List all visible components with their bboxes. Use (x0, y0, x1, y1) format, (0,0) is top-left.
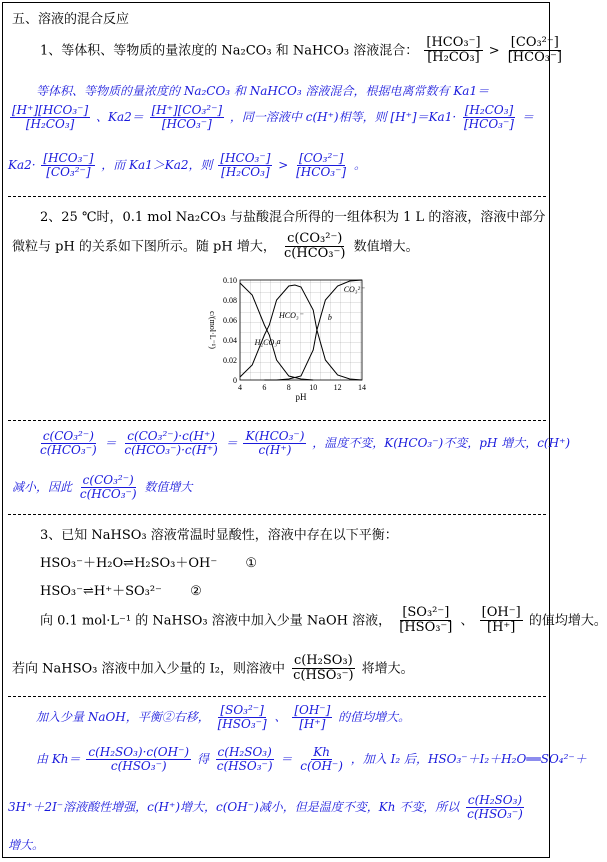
q1-ans3-a: Ka2· (8, 158, 36, 173)
y-axis-label: c/(mol·L⁻¹) (208, 311, 217, 349)
q3-line-5-frac-num: c(H₂SO₃) (293, 653, 353, 668)
q1-ans3-frac-f (294, 152, 348, 179)
q2-ans-frac-b-num: c(CO₃²⁻)·c(H⁺) (127, 429, 215, 443)
x-tick-label: 12 (333, 383, 342, 392)
q3-eq-2-text: HSO₃⁻⇌H⁺＋SO₃²⁻ (40, 584, 162, 599)
q2-ans2-frac-den: c(HCO₃⁻) (79, 487, 137, 502)
q1-answer-line-2 (8, 104, 554, 131)
q1-ans3-frac-d-den: [H₂CO₃] (221, 165, 270, 180)
q3-eq-1-text: HSO₃⁻＋H₂O⇌H₂SO₃＋OH⁻ (40, 556, 218, 571)
q1-ans-frac-e (462, 104, 516, 131)
label-a: a (276, 337, 281, 346)
divider-1 (8, 196, 546, 197)
q3-line-4-frac-1-den: [HSO₃⁻] (399, 620, 453, 636)
q1-ans-text-b: 、Ka2＝ (95, 110, 144, 125)
q1-frac-2 (506, 36, 564, 66)
q3-answer-line-2 (36, 745, 587, 774)
y-tick-label: 0.04 (223, 336, 237, 345)
q3-line-4-frac-2 (480, 606, 523, 636)
chart-plot-area (240, 280, 362, 380)
q3-ans1-frac-1-num: [SO₃²⁻] (220, 703, 264, 717)
q2-ans-eq-2: ＝ (225, 436, 238, 451)
q3-answer-line-3 (8, 794, 554, 821)
q3-line-4-b: 的值均增大。 (528, 613, 607, 629)
x-axis-label: pH (295, 392, 307, 402)
q2-ans-frac-a (38, 430, 99, 457)
q3-ans3-frac-num: c(H₂SO₃) (467, 793, 523, 807)
q2-line-1-text: 2、25 ℃时，0.1 mol Na₂CO₃ 与盐酸混合所得的一组体积为 1 L 的溶液，溶液中部分 (40, 210, 546, 225)
q2-line-2-frac-num: c(CO₃²⁻) (287, 231, 343, 246)
q1-ans-frac-c-den: [HCO₃⁻] (161, 117, 212, 132)
q2-ans-frac-c (243, 430, 306, 457)
species-distribution-chart (200, 272, 372, 412)
q1-ans3-frac-d (218, 152, 272, 179)
q2-ans-tail: ，温度不变，K(HCO₃⁻)不变，pH 增大，c(H⁺) (312, 436, 571, 451)
q3-ans1-frac-2-num: [OH⁻] (294, 703, 331, 717)
q3-ans2-frac-2-num: c(H₂SO₃) (217, 745, 272, 759)
section-title (12, 8, 554, 27)
q3-ans3-frac (465, 794, 525, 821)
q3-line-5-frac-den: c(HSO₃⁻) (293, 668, 354, 684)
q3-ans1-a: 加入少量 NaOH，平衡②右移， (36, 710, 210, 725)
q2-answer-line-2 (12, 474, 554, 501)
q1-frac-1-den: [H₂CO₃] (427, 50, 480, 66)
q2-ans-frac-b (122, 430, 219, 457)
q1-ans3-g: 。 (353, 158, 366, 173)
q2-ans-frac-b-den: c(HCO₃⁻)·c(H⁺) (124, 443, 218, 458)
q1-text: 1、等体积、等物质的量浓度的 Na₂CO₃ 和 NaHCO₃ 溶液混合： (40, 43, 419, 59)
divider-2 (8, 420, 546, 421)
q3-ans2-frac-2 (215, 746, 275, 773)
q3-ans2-frac-3 (298, 746, 345, 773)
q3-ans2-b: 得 (196, 752, 209, 767)
q3-ans1-sep: 、 (274, 710, 287, 725)
q3-ans1-frac-2 (292, 704, 332, 731)
y-tick-label: 0 (233, 376, 237, 385)
q3-ans1-frac-2-den: [H⁺] (299, 717, 326, 732)
q3-eq-2-tag: ② (190, 584, 202, 599)
q3-ans2-c: ＝ (280, 752, 293, 767)
q2-line-2-frac (282, 232, 347, 262)
q3-ans2-a: 由 Kh＝ (36, 752, 81, 767)
q2-ans-eq-1: ＝ (104, 436, 117, 451)
q2-line-2-frac-den: c(HCO₃⁻) (284, 246, 346, 262)
y-tick-label: 0.06 (223, 316, 237, 325)
q1-ans-frac-c-num: [H⁺][CO₃²⁻] (151, 103, 223, 117)
q3-ans1-frac-1 (216, 704, 269, 731)
q1-frac-1-num: [HCO₃⁻] (426, 35, 481, 50)
divider-4 (8, 696, 546, 697)
q3-answer-line-1 (36, 704, 554, 731)
q1-ans-frac-c (150, 104, 225, 131)
y-tick-label: 0.08 (223, 296, 237, 305)
x-tick-label: 14 (358, 383, 366, 392)
q1-ans3-e: > (278, 158, 289, 173)
x-tick-label: 8 (286, 383, 291, 392)
label-hco3: HCO₃⁻ (279, 311, 303, 320)
q1-gt: > (488, 43, 500, 59)
x-tick-label: 10 (309, 383, 318, 392)
q3-line-4-frac-2-den: [H⁺] (487, 620, 516, 636)
q3-line-5 (12, 654, 554, 684)
q3-line-4-sep: 、 (460, 613, 474, 629)
q2-line-1 (40, 206, 554, 225)
q1-ans-frac-a (10, 104, 90, 131)
q2-line-2 (12, 232, 554, 262)
q2-ans-frac-c-num: K(HCO₃⁻) (245, 429, 305, 443)
q1-ans3-frac-f-den: [HCO₃⁻] (296, 165, 347, 180)
q2-line-2-a: 微粒与 pH 的关系如下图所示。随 pH 增大， (12, 239, 276, 255)
q1-answer-line-3 (8, 152, 554, 179)
q3-answer-line-4 (8, 836, 554, 853)
y-tick-label: 0.10 (223, 276, 237, 285)
q3-ans4: 增大。 (8, 838, 45, 852)
q1-ans3-frac-d-num: [HCO₃⁻] (220, 151, 271, 165)
q3-line-5-b: 将增大。 (361, 661, 414, 677)
q1-ans3-frac-f-num: [CO₃²⁻] (298, 151, 344, 165)
q3-line-4-frac-1-num: [SO₃²⁻] (402, 605, 450, 620)
q1-ans3-c: ，而 Ka1＞Ka2，则 (101, 158, 213, 173)
section-title-text: 五、溶液的混合反应 (12, 12, 130, 27)
q3-eq-1 (40, 552, 554, 571)
label-co3: CO₃²⁻ (343, 285, 365, 294)
q2-ans2-frac (78, 474, 139, 501)
label-h2co3: H₂CO₃ (254, 338, 278, 347)
q1-ans-text-f: ＝ (521, 110, 534, 125)
q2-answer-line-1 (36, 429, 571, 458)
q1-ans-frac-a-num: [H⁺][HCO₃⁻] (12, 103, 89, 117)
q2-ans2-b: 数值增大 (144, 480, 193, 495)
q3-eq-1-tag: ① (245, 556, 258, 571)
q3-ans2-frac-2-den: c(HSO₃⁻) (216, 759, 273, 774)
q3-line-1-text: 3、已知 NaHSO₃ 溶液常温时显酸性，溶液中存在以下平衡： (40, 528, 398, 543)
q2-ans-frac-c-den: c(H⁺) (258, 443, 292, 458)
q3-line-4-a: 向 0.1 mol·L⁻¹ 的 NaHSO₃ 溶液中加入少量 NaOH 溶液， (40, 613, 392, 629)
q1-frac-1 (424, 36, 482, 66)
q1-question (40, 35, 562, 66)
q3-line-4-frac-2-num: [OH⁻] (481, 605, 521, 620)
q3-line-5-frac (291, 654, 355, 684)
q2-line-2-b: 数值增大。 (353, 239, 419, 255)
q3-ans3-a: 3H⁺＋2I⁻溶液酸性增强，c(H⁺)增大，c(OH⁻)减小，但是温度不变，Kh 不变，所以 (8, 800, 460, 815)
y-tick-label: 0.02 (223, 356, 237, 365)
q1-answer-line-1 (36, 82, 554, 99)
q3-ans2-frac-3-den: c(OH⁻) (300, 759, 343, 774)
divider-3 (8, 514, 546, 515)
q1-frac-2-num: [CO₃²⁻] (510, 35, 559, 50)
q3-line-4-frac-1 (397, 606, 454, 636)
q1-ans-text-d: ，同一溶液中 c(H⁺)相等，则 [H⁺]＝Ka1· (229, 110, 457, 125)
q1-answer-text-1: 等体积、等物质的量浓度的 Na₂CO₃ 和 NaHCO₃ 溶液混合，根据电离常数有 Ka1＝ (36, 84, 490, 98)
q3-ans2-d: ，加入 I₂ 后，HSO₃⁻＋I₂＋H₂O══SO₄²⁻＋ (350, 752, 587, 767)
q3-ans3-frac-den: c(HSO₃⁻) (467, 807, 523, 822)
q3-ans1-b: 的值均增大。 (338, 710, 411, 725)
q3-ans2-frac-1-den: c(HSO₃⁻) (110, 759, 167, 774)
q3-ans2-frac-1 (86, 746, 191, 773)
x-tick-label: 6 (262, 383, 267, 392)
q1-ans-frac-a-den: [H₂CO₃] (25, 117, 75, 132)
q1-ans3-frac-b-den: [CO₃²⁻] (46, 165, 91, 180)
q1-frac-2-den: [HCO₃⁻] (507, 50, 562, 66)
x-tick-label: 4 (238, 383, 242, 392)
q1-ans3-frac-b (41, 152, 95, 179)
q3-eq-2 (40, 580, 554, 599)
q2-ans2-a: 减小，因此 (12, 480, 73, 495)
q3-line-1 (40, 524, 554, 543)
q3-ans2-frac-1-num: c(H₂SO₃)·c(OH⁻) (88, 745, 190, 759)
q2-ans-frac-a-num: c(CO₃²⁻) (42, 429, 94, 443)
q1-ans-frac-e-num: [H₂CO₃] (464, 103, 514, 117)
q3-ans2-frac-3-num: Kh (313, 745, 330, 759)
label-b: b (327, 313, 332, 322)
q1-ans-frac-e-den: [HCO₃⁻] (463, 117, 514, 132)
q2-ans2-frac-num: c(CO₃²⁻) (82, 473, 134, 487)
q1-ans3-frac-b-num: [HCO₃⁻] (43, 151, 94, 165)
q2-ans-frac-a-den: c(HCO₃⁻) (40, 443, 97, 458)
q3-line-4 (40, 605, 607, 636)
q3-ans1-frac-1-den: [HSO₃⁻] (217, 717, 267, 732)
q3-line-5-a: 若向 NaHSO₃ 溶液中加入少量的 I₂，则溶液中 (12, 661, 285, 677)
